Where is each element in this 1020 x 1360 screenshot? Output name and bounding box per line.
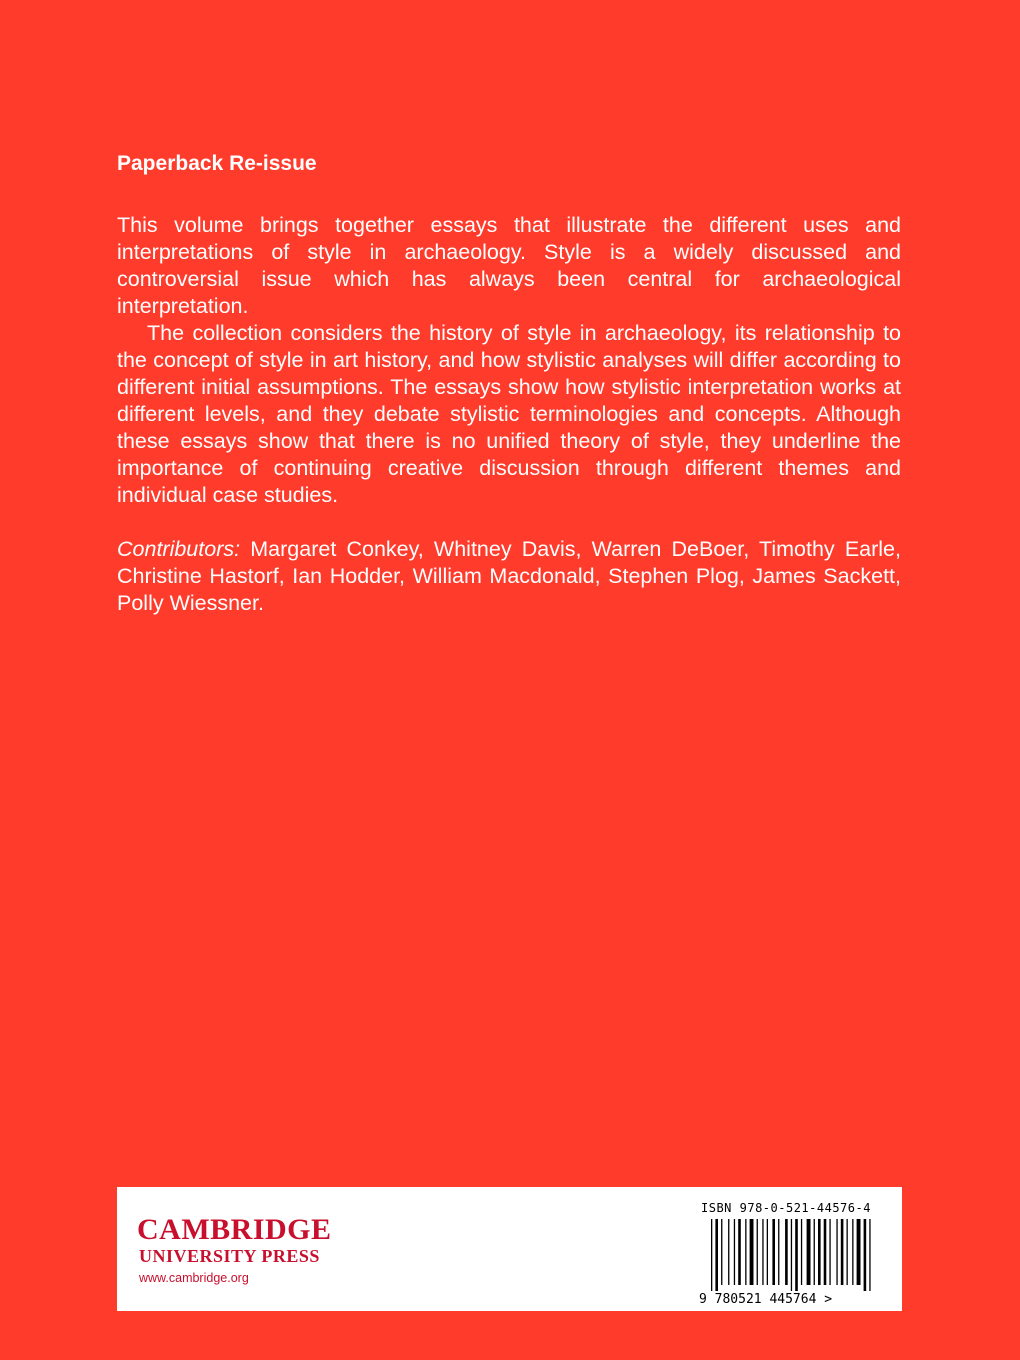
publisher-box — [117, 1187, 902, 1311]
barcode-bar — [829, 1219, 830, 1285]
barcode-bar — [795, 1219, 798, 1291]
publisher-name: CAMBRIDGE — [137, 1213, 332, 1246]
barcode-bar — [757, 1219, 758, 1285]
barcode-bar — [807, 1219, 811, 1285]
publisher-logo — [137, 1215, 332, 1285]
barcode-bar — [785, 1219, 788, 1285]
publisher-url: www.cambridge.org — [139, 1271, 249, 1285]
barcode-bar — [869, 1219, 870, 1291]
barcode-bar — [711, 1219, 712, 1291]
barcode-bar — [814, 1219, 815, 1285]
barcode-bar — [841, 1219, 844, 1285]
barcode-bar — [836, 1219, 837, 1285]
heading: Paperback Re-issue — [117, 152, 317, 175]
barcode-bar — [847, 1219, 848, 1285]
back-cover-text — [117, 150, 901, 617]
barcode-bar — [857, 1219, 861, 1285]
barcode-bar — [818, 1219, 821, 1285]
barcode-bar — [772, 1219, 775, 1285]
contributors-names: Margaret Conkey, Whitney Davis, Warren DeBoer, Timothy Earle, Christine Hastorf, Ian Hodder, William Macdonald, Stephen Plog, James Sackett, Polly Wiessner. — [117, 537, 901, 615]
barcode-bar — [852, 1219, 853, 1285]
barcode-bar — [738, 1219, 741, 1285]
barcode-bar — [767, 1219, 768, 1285]
barcode-bar — [750, 1219, 754, 1285]
barcode-bar — [791, 1219, 792, 1291]
barcode — [697, 1219, 887, 1307]
barcode-bar — [824, 1219, 827, 1285]
barcode-bar — [745, 1219, 746, 1285]
isbn-label: ISBN 978-0-521-44576-4 — [701, 1201, 871, 1215]
barcode-bar — [762, 1219, 763, 1285]
barcode-bar — [721, 1219, 722, 1285]
description-paragraph-1: This volume brings together essays that illustrate the different uses and interpretations of style in archaeology. Style is a widely discussed and controversial issue which has always been central for archaeological interpretation. — [117, 213, 901, 318]
barcode-bar — [778, 1219, 779, 1285]
barcode-bar — [715, 1219, 718, 1291]
publisher-subname: UNIVERSITY PRESS — [139, 1246, 320, 1266]
contributors — [117, 536, 901, 617]
barcode-bar — [728, 1219, 729, 1285]
contributors-label: Contributors: — [117, 537, 241, 561]
description-paragraph-2: The collection considers the history of style in archaeology, its relationship to the concept of style in art history, and how stylistic analyses will differ according to different initial assumptions. The essays show how stylistic interpretation works at different levels, and they debate stylistic terminologies and concepts. Although these essays show that there is no unified theory of style, they underline the importance of continuing creative discussion through different themes and individual case studies. — [117, 321, 901, 507]
barcode-bar — [864, 1219, 867, 1291]
barcode-bar — [734, 1219, 735, 1285]
isbn-block — [697, 1201, 887, 1307]
barcode-bar — [801, 1219, 802, 1285]
barcode-digits: 9 780521 445764 > — [699, 1292, 833, 1307]
